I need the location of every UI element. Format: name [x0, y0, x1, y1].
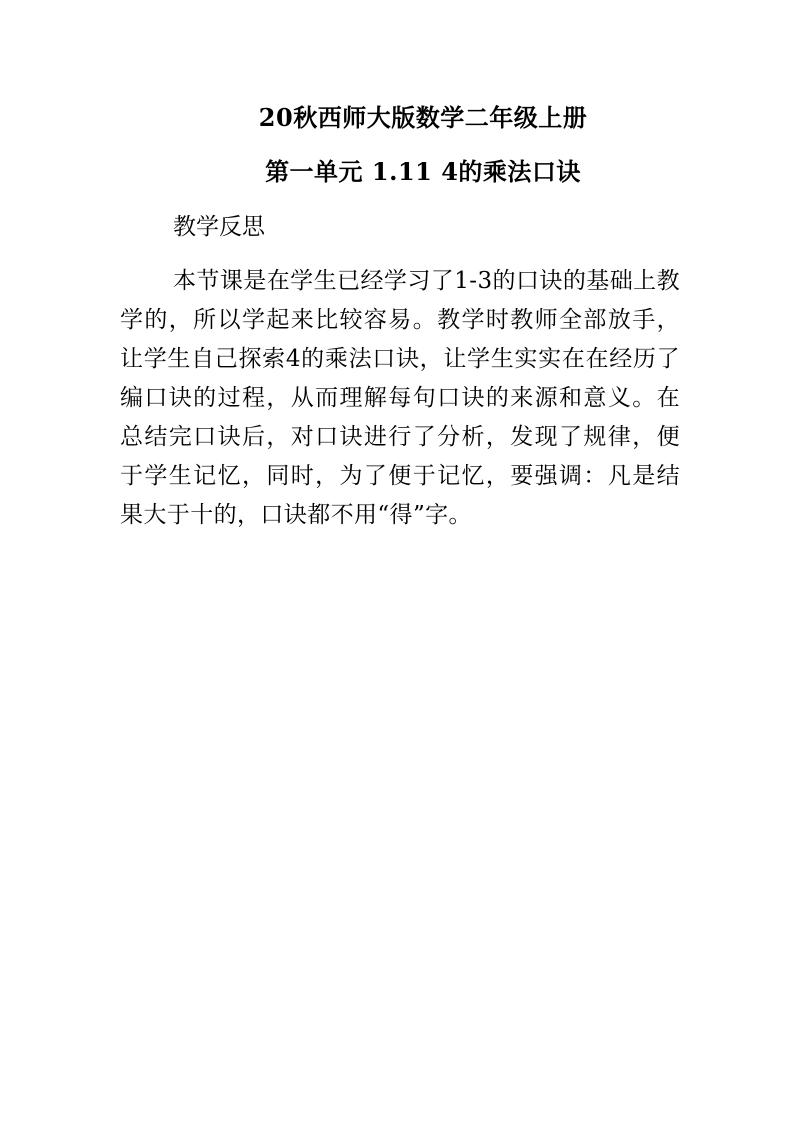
reflection-paragraph: 本节课是在学生已经学习了1-3的口诀的基础上教学的，所以学起来比较容易。教学时教师全部放手，让学生自己探索4的乘法口诀，让学生实实在在经历了编口诀的过程，从而理解每句口诀的来源和意义。在总结完口诀后，对口诀进行了分析，发现了规律，便于学生记忆，同时，为了便于记忆，要强调：凡是结果大于十的，口诀都不用“得”字。	[120, 268, 680, 528]
document-subtitle: 第一单元 1.11 4的乘法口诀	[265, 157, 581, 186]
document-title: 20秋西师大版数学二年级上册	[258, 103, 588, 132]
section-heading: 教学反思	[173, 214, 265, 240]
